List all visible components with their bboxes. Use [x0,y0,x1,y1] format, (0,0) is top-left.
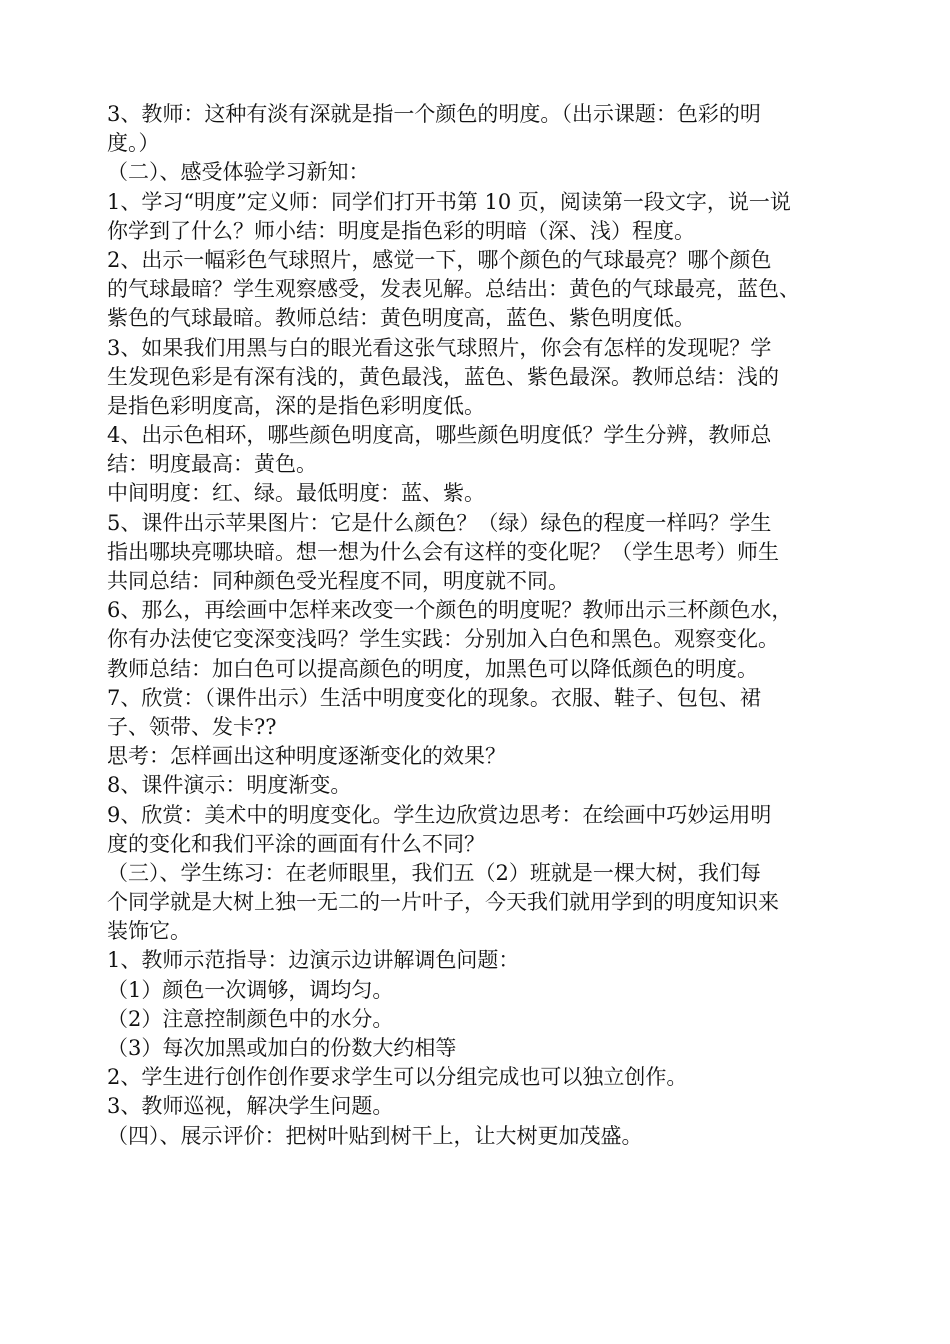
text-line: 的气球最暗？学生观察感受，发表见解。总结出：黄色的气球最亮，蓝色、 [107,277,800,302]
text-line: 6、那么，再绘画中怎样来改变一个颜色的明度呢？教师出示三杯颜色水， [107,598,793,623]
text-line: 紫色的气球最暗。教师总结：黄色明度高，蓝色、紫色明度低。 [107,306,695,331]
text-line: 生发现色彩是有深有浅的，黄色最浅，蓝色、紫色最深。教师总结：浅的 [107,364,779,389]
text-line: 共同总结：同种颜色受光程度不同，明度就不同。 [107,569,569,593]
list-item: （1）颜色一次调够，调均匀。 [107,977,394,1002]
text-line: 2、出示一幅彩色气球照片，感觉一下，哪个颜色的气球最亮？哪个颜色 [107,247,772,272]
text-line: 指出哪块亮哪块暗。想一想为什么会有这样的变化呢？（学生思考）师生 [107,539,779,564]
text-line: 教师总结：加白色可以提高颜色的明度，加黑色可以降低颜色的明度。 [107,656,758,681]
document-body [107,100,867,1151]
list-item: （3）每次加黑或加白的份数大约相等 [107,1036,457,1060]
section-heading: （二）、感受体验学习新知： [107,160,370,185]
text-line: 9、欣赏：美术中的明度变化。学生边欣赏边思考：在绘画中巧妙运用明 [107,802,772,827]
text-line: 1、学习“明度”定义师：同学们打开书第 10 页，阅读第一段文字，说一说 [107,189,791,214]
section-heading: （三）、学生练习：在老师眼里，我们五（2）班就是一棵大树，我们每 [107,860,761,885]
text-line: 装饰它。 [107,919,191,944]
text-line: 度的变化和我们平涂的画面有什么不同？ [107,831,485,856]
text-line: 思考：怎样画出这种明度逐渐变化的效果？ [107,744,506,769]
text-line: 2、学生进行创作创作要求学生可以分组完成也可以独立创作。 [107,1065,688,1090]
text-line: 5、课件出示苹果图片：它是什么颜色？（绿）绿色的程度一样吗？学生 [107,510,772,535]
text-line: 个同学就是大树上独一无二的一片叶子，今天我们就用学到的明度知识来 [107,890,779,915]
text-line: 度。） [107,131,160,156]
text-line: 4、出示色相环，哪些颜色明度高，哪些颜色明度低？学生分辨，教师总 [107,423,772,448]
text-line: 是指色彩明度高，深的是指色彩明度低。 [107,393,485,418]
text-line: 你有办法使它变深变浅吗？学生实践：分别加入白色和黑色。观察变化。 [107,627,779,652]
text-line: 1、教师示范指导：边演示边讲解调色问题： [107,948,520,973]
text-line: 7、欣赏：（课件出示）生活中明度变化的现象。衣服、鞋子、包包、裙 [107,685,761,710]
text-line: 结：明度最高：黄色。 [107,452,317,477]
text-line: 8、课件演示：明度渐变。 [107,773,352,798]
text-line: 中间明度：红、绿。最低明度：蓝、紫。 [107,481,485,506]
text-line: 3、如果我们用黑与白的眼光看这张气球照片，你会有怎样的发现呢？学 [107,335,772,360]
section-heading: （四）、展示评价：把树叶贴到树干上，让大树更加茂盛。 [107,1123,643,1148]
text-line: 3、教师：这种有淡有深就是指一个颜色的明度。（出示课题：色彩的明 [107,102,761,126]
text-line: 子、领带、发卡?? [107,714,277,739]
text-line: 3、教师巡视，解决学生问题。 [107,1094,394,1119]
text-line: 你学到了什么？师小结：明度是指色彩的明暗（深、浅）程度。 [107,218,695,243]
list-item: （2）注意控制颜色中的水分。 [107,1006,394,1031]
